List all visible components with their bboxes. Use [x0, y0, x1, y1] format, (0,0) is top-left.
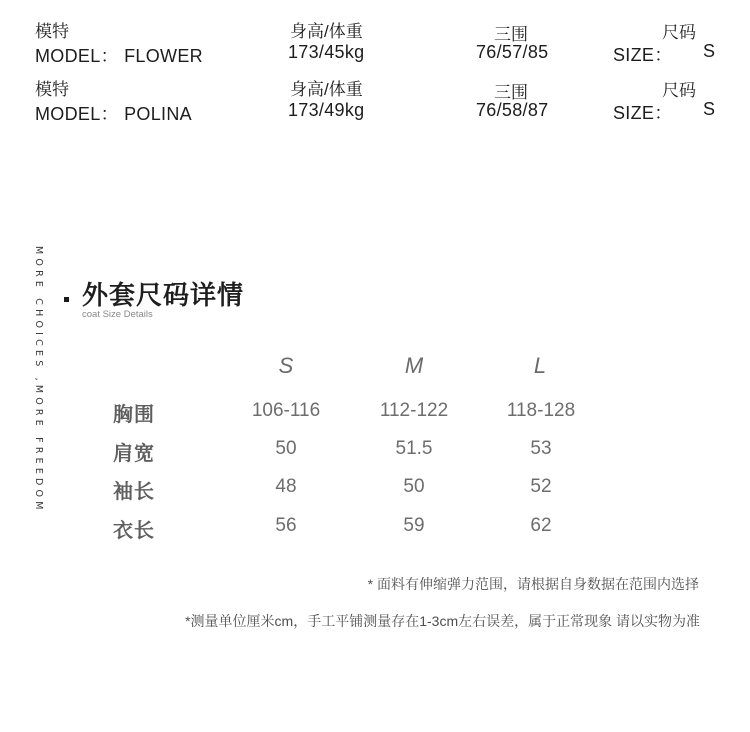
table-cell: 50: [275, 438, 297, 459]
table-cell: 50: [403, 476, 425, 497]
column-header-m: M: [404, 353, 424, 378]
table-cell: 48: [275, 476, 297, 497]
model-label-text: MODEL：: [35, 104, 119, 124]
height-weight-cn-label: 身高/体重: [290, 22, 363, 41]
size-label: SIZE：: [613, 103, 673, 123]
model-cn-label: 模特: [35, 22, 69, 41]
table-cell: 51.5: [395, 438, 433, 459]
section-title: 外套尺码详情: [82, 281, 245, 311]
table-cell: 112-122: [379, 400, 449, 421]
size-value: S: [703, 99, 716, 119]
model-cn-label: 模特: [35, 80, 69, 99]
size-cn-label: 尺码: [662, 23, 696, 42]
elasticity-note: * 面料有伸缩弹力范围，请根据自身数据在范围内选择: [367, 576, 699, 592]
measurement-note: *测量单位厘米cm，手工平铺测量存在1-3cm左右误差，属于正常现象 请以实物为准: [185, 613, 700, 629]
measurements-cn-label: 三围: [494, 83, 528, 102]
side-slogan: MORE CHOICES ,MORE FREEDOM: [33, 246, 44, 514]
section-subtitle: coat Size Details: [82, 309, 153, 320]
model-name: FLOWER: [124, 46, 203, 66]
table-cell: 62: [530, 515, 552, 536]
table-cell: 56: [275, 515, 297, 536]
model-label-text: MODEL：: [35, 46, 119, 66]
model-name: POLINA: [124, 104, 192, 124]
table-cell: 52: [530, 476, 552, 497]
row-label-sleeve: 袖长: [113, 479, 155, 503]
height-weight-cn-label: 身高/体重: [290, 80, 363, 99]
table-cell: 118-128: [506, 400, 576, 421]
size-value: S: [703, 41, 716, 61]
model-label: [35, 42, 203, 68]
table-cell: 106-116: [251, 400, 321, 421]
table-cell: 53: [530, 438, 552, 459]
column-header-l: L: [533, 353, 547, 378]
height-weight-value: 173/45kg: [288, 42, 365, 62]
row-label-length: 衣长: [113, 518, 155, 542]
row-label-shoulder: 肩宽: [113, 441, 155, 465]
table-cell: 59: [403, 515, 425, 536]
model-label: [35, 100, 192, 126]
height-weight-value: 173/49kg: [288, 100, 365, 120]
measurements-value: 76/58/87: [476, 100, 549, 120]
measurements-cn-label: 三围: [494, 25, 528, 44]
heading-bullet: [64, 297, 69, 302]
size-label: SIZE：: [613, 45, 673, 65]
measurements-value: 76/57/85: [476, 42, 549, 62]
column-header-s: S: [278, 353, 294, 378]
row-label-chest: 胸围: [113, 402, 155, 426]
size-cn-label: 尺码: [662, 81, 696, 100]
